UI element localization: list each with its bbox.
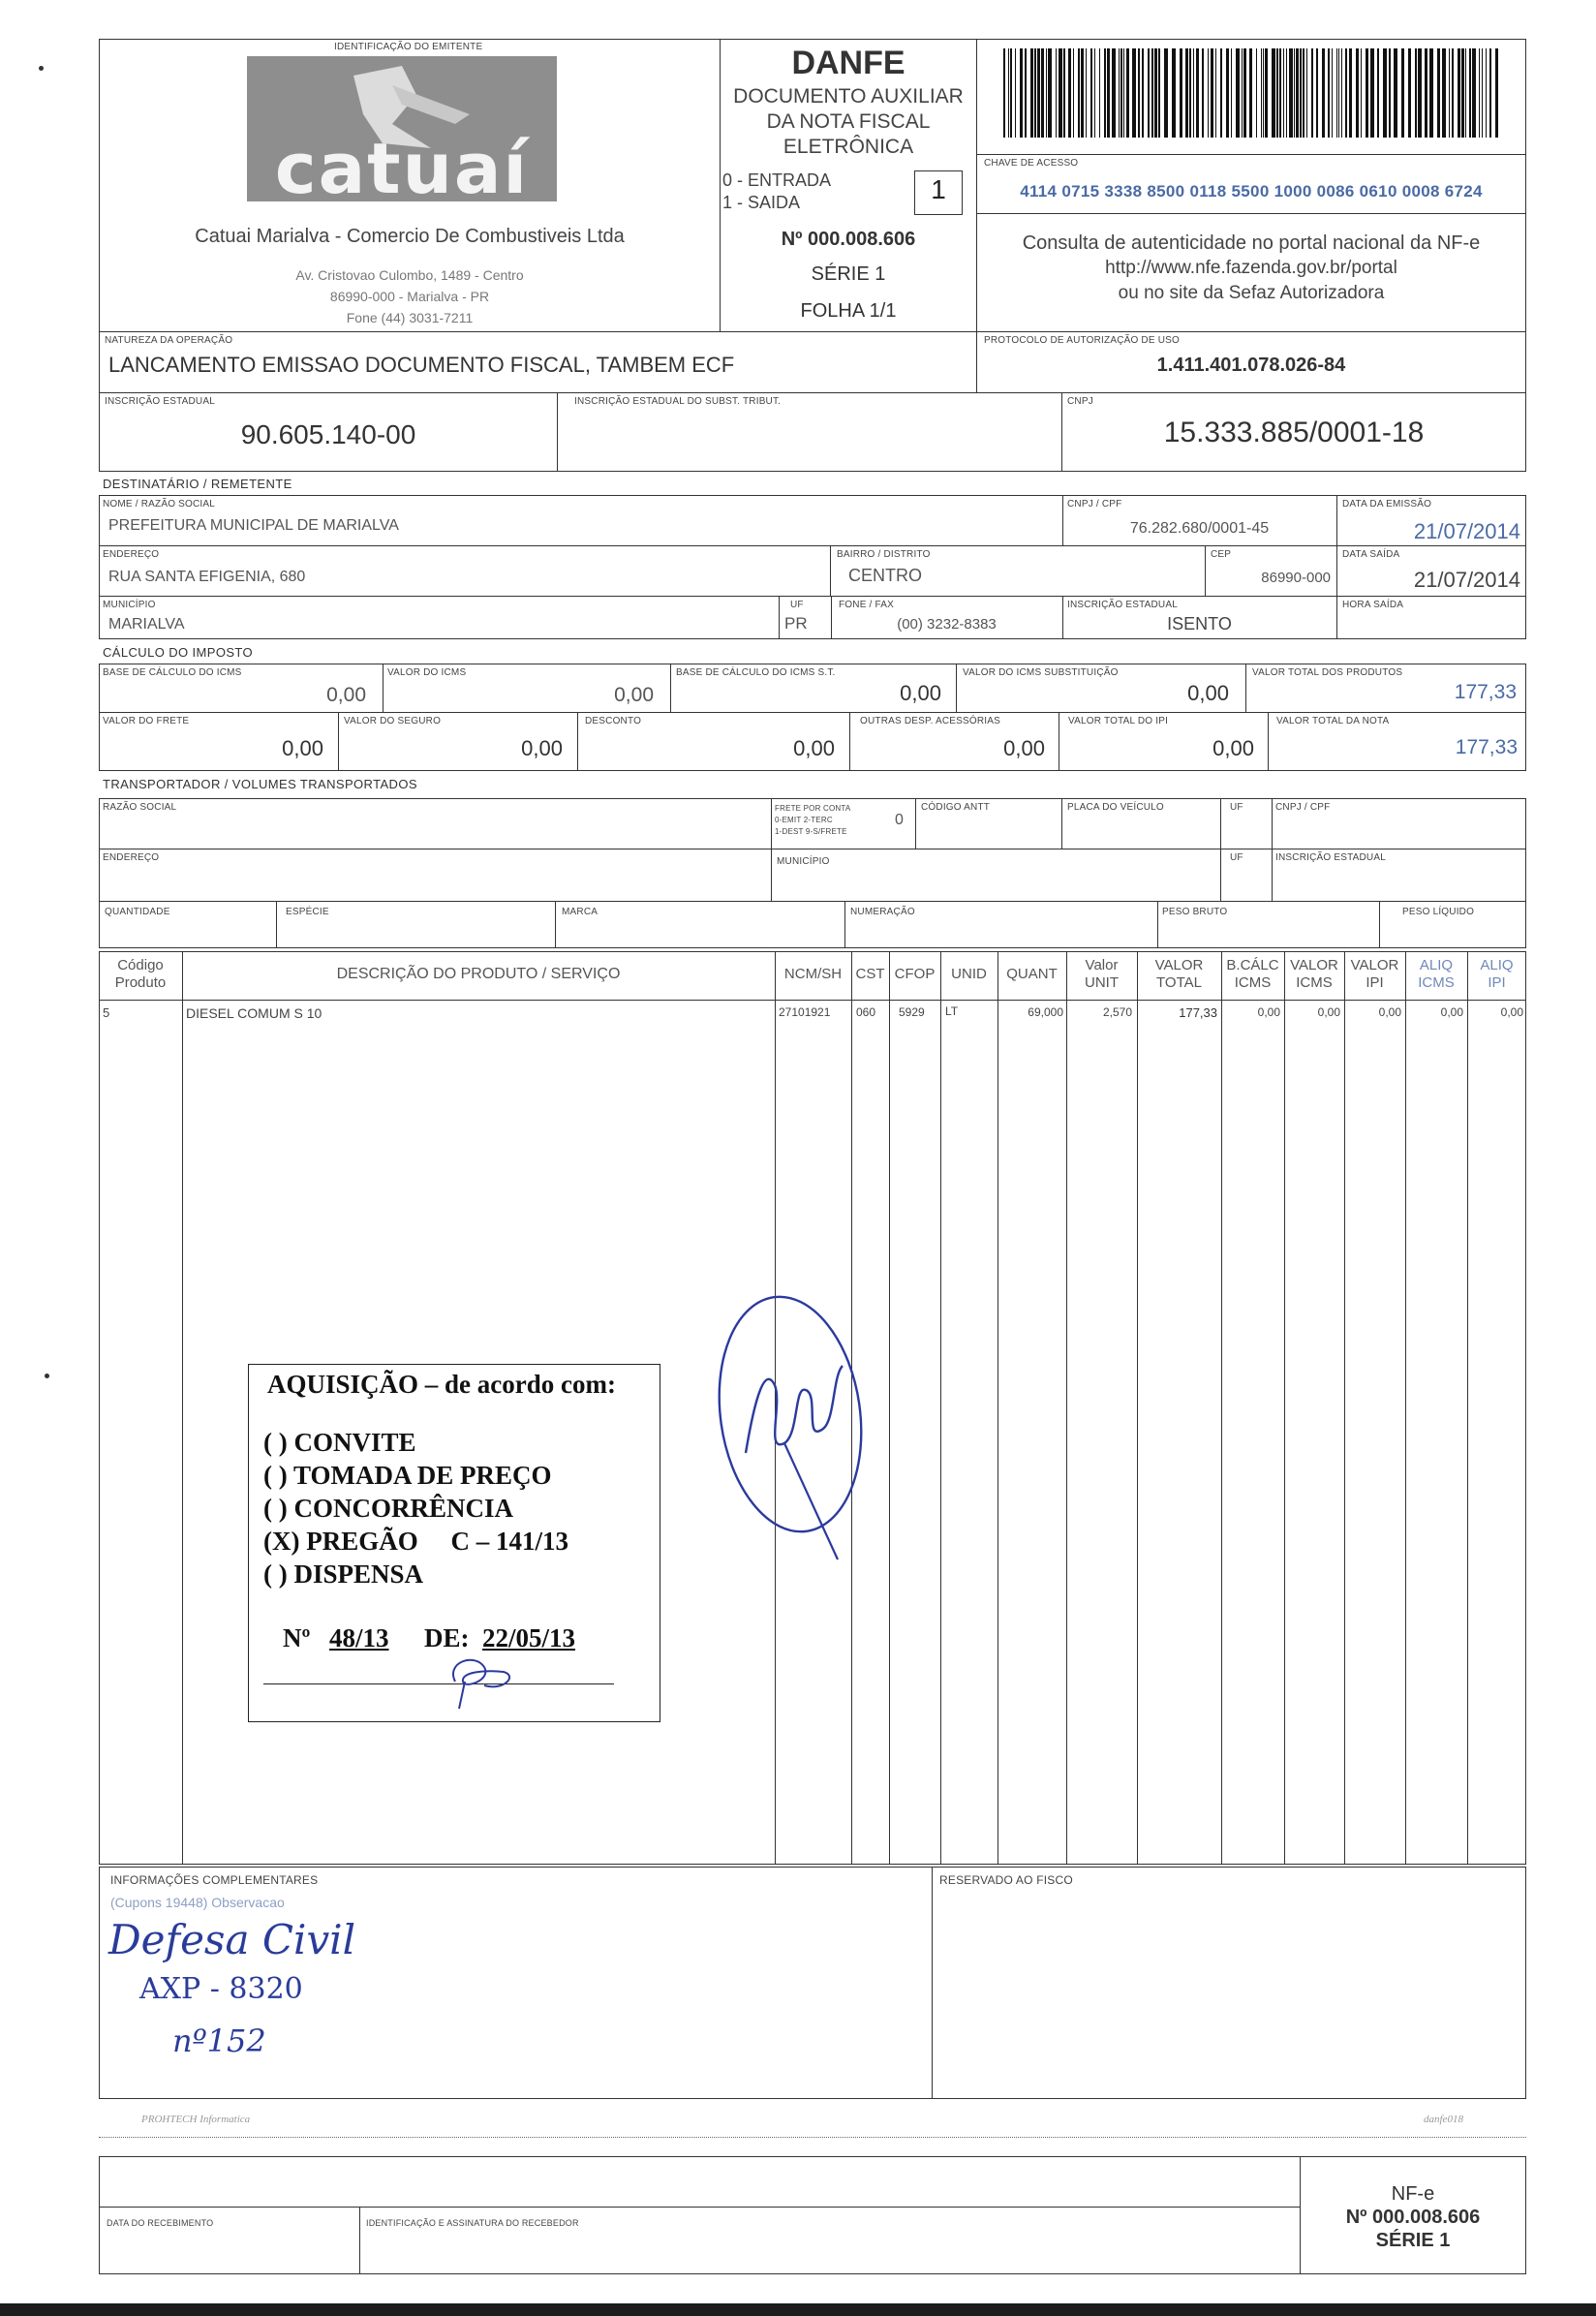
barcode-bar <box>1158 48 1160 138</box>
barcode-bar <box>1068 48 1071 138</box>
barcode-bar <box>1283 48 1284 138</box>
barcode-bar <box>1272 48 1275 138</box>
barcode-bar <box>1003 48 1005 138</box>
barcode-bar <box>1341 48 1342 138</box>
outras-label: OUTRAS DESP. ACESSÓRIAS <box>860 716 1001 726</box>
barcode-bar <box>1377 48 1379 138</box>
barcode-bar <box>1370 48 1374 138</box>
barcode-bar <box>1243 48 1246 138</box>
ipi-label: VALOR TOTAL DO IPI <box>1068 716 1169 726</box>
icms-label: VALOR DO ICMS <box>387 667 467 678</box>
barcode-bar <box>1452 48 1454 138</box>
stamp-initials <box>436 1643 523 1711</box>
barcode-bar <box>1015 48 1016 138</box>
th-bc: B.CÁLC ICMS <box>1226 957 1279 991</box>
barcode-bar <box>1361 48 1362 138</box>
transp-uf2-label: UF <box>1230 852 1243 863</box>
barcode-bar <box>1056 48 1057 138</box>
transp-uf-label: UF <box>1230 802 1243 813</box>
icms: 0,00 <box>614 684 654 706</box>
th-unid: UNID <box>951 966 987 982</box>
danfe-numero: Nº 000.008.606 <box>781 229 916 250</box>
th-codigo: Código Produto <box>114 957 167 991</box>
barcode-bar <box>1030 48 1033 138</box>
barcode-bar <box>1425 48 1427 138</box>
stamp-num-prefix: Nº <box>283 1623 311 1652</box>
barcode-bar <box>1458 48 1460 138</box>
cell-bc: 0,00 <box>1257 1005 1280 1019</box>
seguro-label: VALOR DO SEGURO <box>344 716 442 726</box>
barcode-bar <box>1123 48 1124 138</box>
handwriting-2: AXP - 8320 <box>139 1972 303 2006</box>
scan-border-bottom <box>0 2303 1596 2316</box>
danfe-title: DANFE <box>791 45 905 81</box>
frete-label: VALOR DO FRETE <box>103 716 190 726</box>
barcode-bar <box>1366 48 1368 138</box>
dest-uf-label: UF <box>790 600 804 610</box>
barcode-bar <box>1081 48 1084 138</box>
imposto-section: CÁLCULO DO IMPOSTO <box>103 645 254 660</box>
barcode-bar <box>1180 48 1182 138</box>
barcode-bar <box>1236 48 1240 138</box>
barcode-bar <box>1099 48 1100 138</box>
footer-right-note: danfe018 <box>1424 2114 1463 2125</box>
dest-uf: PR <box>784 614 808 633</box>
logo-text: catuaí <box>274 128 530 209</box>
barcode-bar <box>1289 48 1293 138</box>
barcode-bar <box>1220 48 1222 138</box>
dest-cnpj-label: CNPJ / CPF <box>1067 499 1122 510</box>
signature-scribble <box>697 1220 891 1569</box>
barcode-bar <box>1107 48 1110 138</box>
barcode-bar <box>1418 48 1422 138</box>
dest-emissao: 21/07/2014 <box>1413 519 1520 543</box>
barcode-bar <box>1263 48 1264 138</box>
barcode-bar <box>1008 48 1009 138</box>
ipi: 0,00 <box>1212 736 1254 760</box>
barcode-bar <box>1020 48 1023 138</box>
cell-aipi: 0,00 <box>1500 1005 1523 1019</box>
destinatario-section: DESTINATÁRIO / REMETENTE <box>103 477 292 491</box>
emitente-name: Catuai Marialva - Comercio De Combustiveis Ltda <box>195 226 625 247</box>
consulta-line-1: Consulta de autenticidade no portal nacional da NF-e <box>1022 232 1481 254</box>
barcode-bar <box>1086 48 1087 138</box>
barcode-bar <box>1472 48 1476 138</box>
barcode-bar <box>1172 48 1176 138</box>
th-vicms: VALOR ICMS <box>1290 957 1338 991</box>
barcode-bar <box>1037 48 1040 138</box>
barcode-bar <box>1010 48 1012 138</box>
consulta-line-2[interactable]: http://www.nfe.fazenda.gov.br/portal <box>1105 258 1397 278</box>
reservado-label: RESERVADO AO FISCO <box>939 1873 1073 1887</box>
info-label: INFORMAÇÕES COMPLEMENTARES <box>110 1873 319 1887</box>
barcode-bar <box>1112 48 1116 138</box>
barcode-bar <box>1279 48 1281 138</box>
transp-cnpj-label: CNPJ / CPF <box>1275 802 1331 813</box>
barcode-bar <box>1303 48 1304 138</box>
barcode-bar <box>1094 48 1095 138</box>
barcode-bar <box>1265 48 1268 138</box>
barcode-bar <box>1415 48 1417 138</box>
cell-cst: 060 <box>856 1005 876 1019</box>
transp-frete-value: 0 <box>895 812 904 828</box>
inscricao-value: 90.605.140-00 <box>240 419 416 449</box>
dest-ie: ISENTO <box>1167 614 1232 633</box>
transp-frete-l1: FRETE POR CONTA <box>775 804 851 813</box>
barcode-bar <box>1495 48 1498 138</box>
dest-ie-label: INSCRIÇÃO ESTADUAL <box>1067 600 1178 610</box>
dest-fone-label: FONE / FAX <box>839 600 895 610</box>
cell-ncm: 27101921 <box>779 1005 831 1019</box>
cell-vipi: 0,00 <box>1378 1005 1401 1019</box>
recibo-assinatura-label: IDENTIFICAÇÃO E ASSINATURA DO RECEBEDOR <box>366 2218 579 2228</box>
barcode-bar <box>1316 48 1318 138</box>
barcode-bar <box>1345 48 1347 138</box>
barcode-bar <box>1276 48 1278 138</box>
barcode-bar <box>1211 48 1213 138</box>
barcode-bar <box>1296 48 1299 138</box>
scan-dot <box>45 1374 49 1378</box>
danfe-folha: FOLHA 1/1 <box>800 300 897 322</box>
consulta-line-3: ou no site da Sefaz Autorizadora <box>1118 283 1385 303</box>
tipo-value: 1 <box>931 174 946 204</box>
barcode-bar <box>1401 48 1404 138</box>
cnpj-label: CNPJ <box>1067 396 1093 407</box>
barcode-bar <box>1226 48 1229 138</box>
total-prod-label: VALOR TOTAL DOS PRODUTOS <box>1252 667 1403 678</box>
total-nota-label: VALOR TOTAL DA NOTA <box>1276 716 1390 726</box>
barcode-bar <box>1025 48 1027 138</box>
dest-cep-label: CEP <box>1211 549 1232 560</box>
stamp-title: AQUISIÇÃO – de acordo com: <box>267 1370 616 1399</box>
emitente-label: IDENTIFICAÇÃO DO EMITENTE <box>334 42 483 52</box>
dest-saida: 21/07/2014 <box>1413 568 1520 592</box>
protocolo-label: PROTOCOLO DE AUTORIZAÇÃO DE USO <box>984 335 1180 346</box>
recibo-serie: SÉRIE 1 <box>1375 2230 1451 2251</box>
barcode-bar <box>1389 48 1391 138</box>
info-text: (Cupons 19448) Observacao <box>110 1895 285 1910</box>
barcode-bar <box>1408 48 1411 138</box>
emitente-city: 86990-000 - Marialva - PR <box>329 289 490 304</box>
barcode-bar <box>1202 48 1204 138</box>
barcode-bar <box>1383 48 1387 138</box>
barcode-bar <box>1242 48 1243 138</box>
chave-label: CHAVE DE ACESSO <box>984 158 1079 169</box>
barcode-bar <box>1336 48 1337 138</box>
th-vunit: Valor UNIT <box>1085 957 1119 991</box>
natureza-value: LANCAMENTO EMISSAO DOCUMENTO FISCAL, TAMBEM ECF <box>108 353 735 377</box>
dest-cep: 86990-000 <box>1261 570 1331 586</box>
stamp-date-prefix: DE: <box>424 1623 470 1652</box>
emitente-address: Av. Cristovao Culombo, 1489 - Centro <box>295 267 524 283</box>
barcode-bar <box>1048 48 1052 138</box>
barcode-icon <box>1003 48 1499 138</box>
danfe-serie: SÉRIE 1 <box>811 263 886 285</box>
barcode-bar <box>1063 48 1065 138</box>
transp-endereco-label: ENDEREÇO <box>103 852 160 863</box>
emitente-phone: Fone (44) 3031-7211 <box>346 310 474 325</box>
barcode-bar <box>1059 48 1062 138</box>
total-nota: 177,33 <box>1455 736 1518 758</box>
barcode-bar <box>1231 48 1232 138</box>
barcode-bar <box>1120 48 1122 138</box>
dest-bairro: CENTRO <box>848 566 922 585</box>
barcode-bar <box>1078 48 1080 138</box>
dest-fone: (00) 3232-8383 <box>897 616 997 633</box>
barcode-bar <box>1300 48 1302 138</box>
barcode-bar <box>1328 48 1330 138</box>
barcode-bar <box>1046 48 1047 138</box>
bc-icms-label: BASE DE CÁLCULO DO ICMS <box>103 667 242 678</box>
barcode-bar <box>1332 48 1333 138</box>
seguro: 0,00 <box>521 736 563 760</box>
th-quant: QUANT <box>1006 966 1058 982</box>
cnpj-value: 15.333.885/0001-18 <box>1163 417 1425 448</box>
bc-st-label: BASE DE CÁLCULO DO ICMS S.T. <box>676 667 836 678</box>
danfe-subtitle-2: DA NOTA FISCAL <box>766 110 931 133</box>
cell-codigo: 5 <box>103 1005 110 1020</box>
dest-endereco: RUA SANTA EFIGENIA, 680 <box>108 569 306 585</box>
barcode-bar <box>1119 48 1120 138</box>
stamp-date-value: 22/05/13 <box>482 1623 576 1652</box>
barcode-bar <box>1356 48 1359 138</box>
transp-frete-l3: 1-DEST 9-S/FRETE <box>775 827 847 836</box>
barcode-bar <box>1215 48 1216 138</box>
cell-vunit: 2,570 <box>1102 1005 1132 1019</box>
frete: 0,00 <box>282 736 323 760</box>
cell-vtotal: 177,33 <box>1179 1005 1217 1020</box>
scan-dot <box>39 66 44 71</box>
barcode-bar <box>1311 48 1313 138</box>
handwriting-1: Defesa Civil <box>108 1916 356 1963</box>
cell-descricao: DIESEL COMUM S 10 <box>186 1005 322 1021</box>
th-aicms: ALIQ ICMS <box>1418 957 1455 991</box>
dest-hora-label: HORA SAÍDA <box>1342 600 1404 610</box>
stamp-opt-1: ( ) CONVITE <box>263 1428 416 1457</box>
icms-st: 0,00 <box>1187 681 1229 705</box>
barcode-bar <box>1465 48 1466 138</box>
barcode-bar <box>1126 48 1129 138</box>
barcode-bar <box>1148 48 1150 138</box>
stamp-opt-5: ( ) DISPENSA <box>263 1559 424 1589</box>
icms-st-label: VALOR DO ICMS SUBSTITUIÇÃO <box>963 667 1119 678</box>
transp-peso-liquido-label: PESO LÍQUIDO <box>1402 907 1475 917</box>
dest-bairro-label: BAIRRO / DISTRITO <box>837 549 931 560</box>
natureza-label: NATUREZA DA OPERAÇÃO <box>105 335 233 346</box>
th-aipi: ALIQ IPI <box>1480 957 1514 991</box>
th-descricao: DESCRIÇÃO DO PRODUTO / SERVIÇO <box>336 966 621 982</box>
barcode-bar <box>1073 48 1074 138</box>
dest-municipio-label: MUNICÍPIO <box>103 600 156 610</box>
barcode-bar <box>1256 48 1257 138</box>
barcode-bar <box>1322 48 1325 138</box>
th-cfop: CFOP <box>894 966 936 982</box>
inscricao-label: INSCRIÇÃO ESTADUAL <box>105 396 215 407</box>
barcode-bar <box>1196 48 1199 138</box>
saida-label: 1 - SAIDA <box>722 193 801 212</box>
danfe-subtitle-1: DOCUMENTO AUXILIAR <box>733 85 964 108</box>
recibo-nfe: NF-e <box>1391 2183 1435 2205</box>
transp-marca-label: MARCA <box>562 907 598 917</box>
reservado-box <box>932 1867 1526 2099</box>
barcode-bar <box>1249 48 1252 138</box>
stamp-opt-3: ( ) CONCORRÊNCIA <box>263 1494 513 1523</box>
barcode-bar <box>1449 48 1450 138</box>
barcode-bar <box>1034 48 1036 138</box>
barcode-bar <box>1104 48 1106 138</box>
handwriting-3: nº152 <box>172 2023 266 2059</box>
transp-qtd-label: QUANTIDADE <box>105 907 170 917</box>
cut-line <box>99 2137 1526 2138</box>
cell-cfop: 5929 <box>899 1005 925 1019</box>
barcode-bar <box>1442 48 1446 138</box>
barcode-bar <box>1090 48 1092 138</box>
danfe-subtitle-3: ELETRÔNICA <box>783 136 914 158</box>
barcode-bar <box>1469 48 1471 138</box>
barcode-bar <box>1294 48 1295 138</box>
recibo-data-label: DATA DO RECEBIMENTO <box>107 2218 214 2228</box>
barcode-bar <box>1429 48 1433 138</box>
th-vtotal: VALOR TOTAL <box>1154 957 1204 991</box>
barcode-bar <box>1208 48 1209 138</box>
total-prod: 177,33 <box>1454 681 1517 703</box>
barcode-bar <box>1185 48 1188 138</box>
subst-label: INSCRIÇÃO ESTADUAL DO SUBST. TRIBUT. <box>574 396 782 407</box>
barcode-bar <box>1461 48 1464 138</box>
transp-placa-label: PLACA DO VEÍCULO <box>1067 802 1164 813</box>
stamp-opt-4: (X) PREGÃO C – 141/13 <box>263 1527 568 1556</box>
barcode-bar <box>1489 48 1491 138</box>
barcode-bar <box>1394 48 1397 138</box>
th-ncm: NCM/SH <box>783 966 843 982</box>
barcode-bar <box>1138 48 1140 138</box>
barcode-bar <box>1164 48 1168 138</box>
dest-nome: PREFEITURA MUNICIPAL DE MARIALVA <box>108 517 399 534</box>
barcode-bar <box>1193 48 1194 138</box>
transp-razao-label: RAZÃO SOCIAL <box>103 802 177 813</box>
transp-peso-bruto-label: PESO BRUTO <box>1162 907 1228 917</box>
transp-numeracao-label: NUMERAÇÃO <box>850 907 915 917</box>
footer-left-note: PROHTECH Informatica <box>141 2114 251 2125</box>
barcode-bar <box>1482 48 1483 138</box>
transp-antt-label: CÓDIGO ANTT <box>921 802 991 813</box>
desconto-label: DESCONTO <box>585 716 642 726</box>
dest-saida-label: DATA SAÍDA <box>1342 549 1400 560</box>
stamp-num-value: 48/13 <box>329 1623 389 1652</box>
protocolo-value: 1.411.401.078.026-84 <box>1156 355 1346 376</box>
recibo-numero: Nº 000.008.606 <box>1345 2207 1481 2228</box>
dest-nome-label: NOME / RAZÃO SOCIAL <box>103 499 216 510</box>
barcode-bar <box>1479 48 1480 138</box>
dest-municipio: MARIALVA <box>108 616 185 633</box>
bc-st: 0,00 <box>900 681 941 705</box>
barcode-bar <box>1151 48 1153 138</box>
cell-unid: LT <box>945 1004 959 1018</box>
barcode-bar <box>1349 48 1352 138</box>
outras: 0,00 <box>1003 736 1045 760</box>
stamp-opt-2: ( ) TOMADA DE PREÇO <box>263 1461 552 1490</box>
dest-endereco-label: ENDEREÇO <box>103 549 160 560</box>
desconto: 0,00 <box>793 736 835 760</box>
dest-emissao-label: DATA DA EMISSÃO <box>1342 499 1432 510</box>
barcode-bar <box>1486 48 1487 138</box>
barcode-bar <box>1338 48 1339 138</box>
barcode-bar <box>1154 48 1157 138</box>
entrada-label: 0 - ENTRADA <box>722 170 832 190</box>
th-cst: CST <box>855 966 885 982</box>
barcode-bar <box>1041 48 1044 138</box>
chave-value: 4114 0715 3338 8500 0118 5500 1000 0086 0610 0008 6724 <box>1020 182 1483 201</box>
transp-especie-label: ESPÉCIE <box>286 907 329 917</box>
transportador-section: TRANSPORTADOR / VOLUMES TRANSPORTADOS <box>103 777 417 791</box>
barcode-bar <box>1286 48 1287 138</box>
barcode-bar <box>1189 48 1191 138</box>
dest-cnpj: 76.282.680/0001-45 <box>1129 520 1270 537</box>
transp-frete-l2: 0-EMIT 2-TERC <box>775 816 833 824</box>
cell-vicms: 0,00 <box>1317 1005 1340 1019</box>
barcode-bar <box>1261 48 1262 138</box>
transp-ie-label: INSCRIÇÃO ESTADUAL <box>1275 852 1386 863</box>
barcode-bar <box>1437 48 1440 138</box>
barcode-bar <box>1142 48 1144 138</box>
bc-icms: 0,00 <box>326 684 366 706</box>
th-vipi: VALOR IPI <box>1350 957 1399 991</box>
barcode-bar <box>1132 48 1136 138</box>
cell-quant: 69,000 <box>1028 1005 1063 1019</box>
barcode-bar <box>1306 48 1307 138</box>
transp-municipio-label: MUNICÍPIO <box>777 856 830 867</box>
cell-aicms: 0,00 <box>1440 1005 1463 1019</box>
